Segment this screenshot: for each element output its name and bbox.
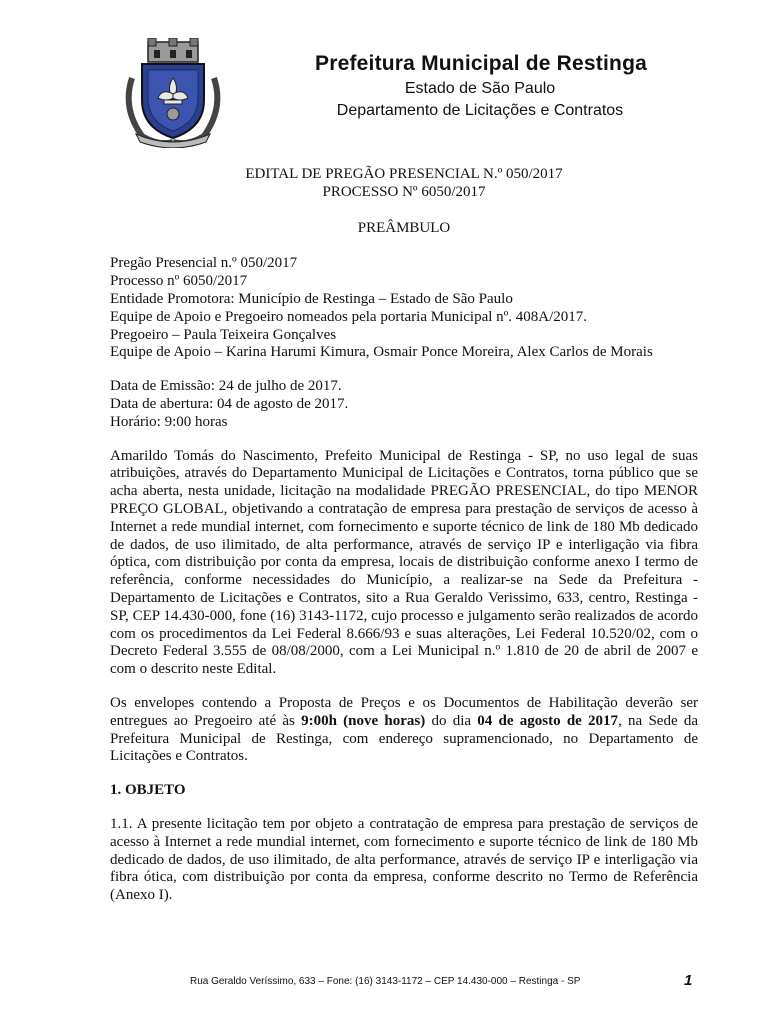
info-line: Equipe de Apoio e Pregoeiro nomeados pela portaria Municipal nº. 408A/2017. (110, 308, 588, 325)
letterhead-title: Prefeitura Municipal de Restinga (315, 52, 647, 75)
info-line: Entidade Promotora: Município de Restinga – Estado de São Paulo (110, 290, 513, 307)
section-paragraph: 1.1. A presente licitação tem por objeto a contratação de empresa para prestação de serviços de acesso à Internet a rede mundial internet, com fornecimento e suporte técnico de link de 180 Mb dedicado de dados, de uso ilimitado, de alta performance, através de serviço IP e interligação via fibra ótica, com distribuição por conta da empresa, conforme descrito no Termo de Referência (Anexo I). (110, 815, 698, 904)
processo-heading: PROCESSO Nº 6050/2017 (322, 183, 486, 200)
preambulo-heading: PREÂMBULO (357, 219, 451, 236)
delivery-text: , na Sede da Prefeitura Municipal de Restinga, com endereço supramencionado, no Departamento de Licitações e Contratos. (110, 712, 698, 765)
date-line: Data de abertura: 04 de agosto de 2017. (110, 395, 349, 412)
info-line: Pregoeiro – Paula Teixeira Gonçalves (110, 326, 337, 343)
document-body (110, 166, 698, 905)
edital-heading: EDITAL DE PREGÃO PRESENCIAL N.º 050/2017 (245, 166, 563, 182)
coat-of-arms-logo (118, 38, 228, 148)
date-line: Data de Emissão: 24 de julho de 2017. (110, 378, 342, 395)
letterhead-department: Departamento de Licitações e Contratos (336, 102, 624, 119)
footer-address: Rua Geraldo Veríssimo, 633 – Fone: (16) 3143-1172 – CEP 14.430-000 – Restinga - SP (190, 976, 581, 987)
date-line: Horário: 9:00 horas (110, 413, 228, 430)
preamble-paragraph: Amarildo Tomás do Nascimento, Prefeito Municipal de Restinga - SP, no uso legal de suas atribuições, através do Departamento Municipal de Licitações e Contratos, torna público que se acha aberta, nesta unidade, licitação na modalidade PREGÃO PRESENCIAL, do tipo MENOR PREÇO GLOBAL, objetivando a contratação de empresa para prestação de serviços de acesso à Internet a rede mundial internet, com fornecimento e suporte técnico de link de 180 Mb dedicado de dados, de uso ilimitado, de alta performance, através de serviço IP e interligação via fibra óptica, com distribuição por conta da empresa, locais de distribuição conforme anexo I termo de referência, conforme necessidades do Município, a realizar-se na Sede da Prefeitura - Departamento de Licitações e Contratos, sito a Rua Geraldo Verissimo, 633, centro, Restinga - SP, CEP 14.430-000, fone (16) 3143-1172, cujo processo e julgamento serão realizados de acordo com os procedimentos da Lei Federal 8.666/93 e suas alterações, Lei Federal 10.520/02, com o Decreto Federal 3.555 de 08/08/2000, com a Lei Municipal n.º 1.810 de 20 de abril de 2007 e com o descrito neste Edital. (110, 447, 698, 678)
delivery-time: 9:00h (nove horas) (301, 712, 426, 729)
delivery-text: do dia (425, 712, 478, 729)
letterhead-state: Estado de São Paulo (404, 80, 556, 97)
section-title: 1. OBJETO (110, 782, 186, 799)
letterhead (240, 50, 700, 122)
page-number: 1 (684, 972, 693, 989)
info-line: Pregão Presencial n.º 050/2017 (110, 255, 298, 272)
delivery-text: Os envelopes contendo a Proposta de Preços e os Documentos de Habilitação deverão ser entregues ao Pregoeiro até às (110, 694, 698, 729)
info-line: Processo nº 6050/2017 (110, 273, 248, 290)
info-line: Equipe de Apoio – Karina Harumi Kimura, Osmair Ponce Moreira, Alex Carlos de Morais (110, 344, 653, 361)
delivery-paragraph (110, 695, 698, 766)
delivery-date: 04 de agosto de 2017 (477, 712, 619, 729)
